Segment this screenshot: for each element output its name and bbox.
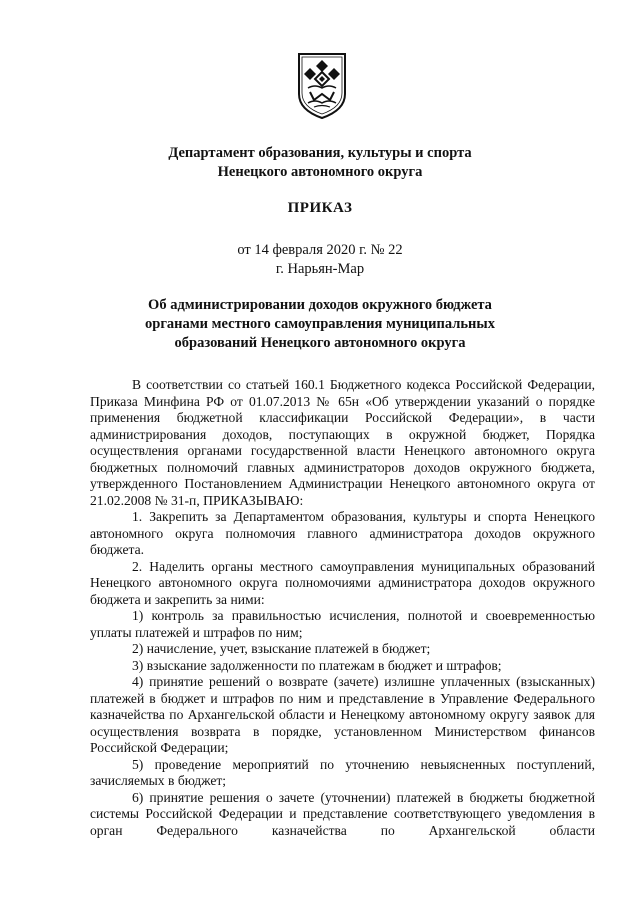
item-2-paragraph: 2. Наделить органы местного самоуправления муниципальных образований Ненецкого автономного округа полномочиями администратора доходов окружного бюджета и закрепить за ними:	[90, 558, 595, 607]
subitem-1-paragraph: 1) контроль за правильностью исчисления, полнотой и своевременностью уплаты платежей и штрафов по ним;	[90, 608, 595, 640]
subject-line-1: Об администрировании доходов окружного бюджета	[148, 297, 492, 313]
nenets-coat-of-arms-icon	[296, 50, 348, 120]
preamble-paragraph: В соответствии со статьей 160.1 Бюджетного кодекса Российской Федерации, Приказа Минфина РФ от 01.07.2013 № 65н «Об утверждении указаний о порядке применения бюджетной классификации Российской Федерации», в части администрирования доходов, поступающих в окружной бюджет, Порядка осуществления органами государственной власти Ненецкого автономного округа бюджетных полномочий главных администраторов доходов окружного бюджета, утвержденного Постановлением Администрации Ненецкого автономного округа от 21.02.2008 № 31-п, ПРИКАЗЫВАЮ:	[90, 377, 595, 508]
date-block	[60, 241, 580, 279]
order-city: г. Нарьян-Мар	[275, 261, 365, 277]
item-1-paragraph: 1. Закрепить за Департаментом образования, культуры и спорта Ненецкого автономного округа полномочия главного администратора доходов окружного бюджета.	[90, 509, 595, 557]
document-type: ПРИКАЗ	[287, 200, 353, 216]
department-name	[60, 144, 580, 182]
subitem-4-paragraph: 4) принятие решений о возврате (зачете) излишне уплаченных (взысканных) платежей в бюджет и штрафов по ним и представление в Управление Федерального казначейства по Архангельской области и Ненецкому автономному округу заявок для осуществления возврата в порядке, установленном Министерством финансов Российской Федерации;	[90, 674, 595, 755]
subject-line-2: органами местного самоуправления муниципальных	[145, 316, 495, 332]
subitem-2-paragraph: 2) начисление, учет, взыскание платежей в бюджет;	[132, 641, 431, 656]
subitem-6-paragraph: 6) принятие решения о зачете (уточнении) платежей в бюджеты бюджетной системы Российской Федерации и представление соответствующего уведомления в орган Федерального казначейства по Архангельской области	[90, 789, 595, 838]
subject-line-3: образований Ненецкого автономного округа	[174, 335, 466, 351]
department-line-1: Департамент образования, культуры и спорта	[168, 145, 472, 161]
department-line-2: Ненецкого автономного округа	[217, 164, 423, 180]
subitem-5-paragraph: 5) проведение мероприятий по уточнению невыясненных поступлений, зачисляемых в бюджет;	[90, 756, 595, 788]
order-body	[90, 377, 595, 839]
order-subject	[60, 296, 580, 353]
order-date-number: от 14 февраля 2020 г. № 22	[237, 242, 403, 258]
subitem-3-paragraph: 3) взыскание задолженности по платежам в бюджет и штрафов;	[132, 657, 502, 673]
